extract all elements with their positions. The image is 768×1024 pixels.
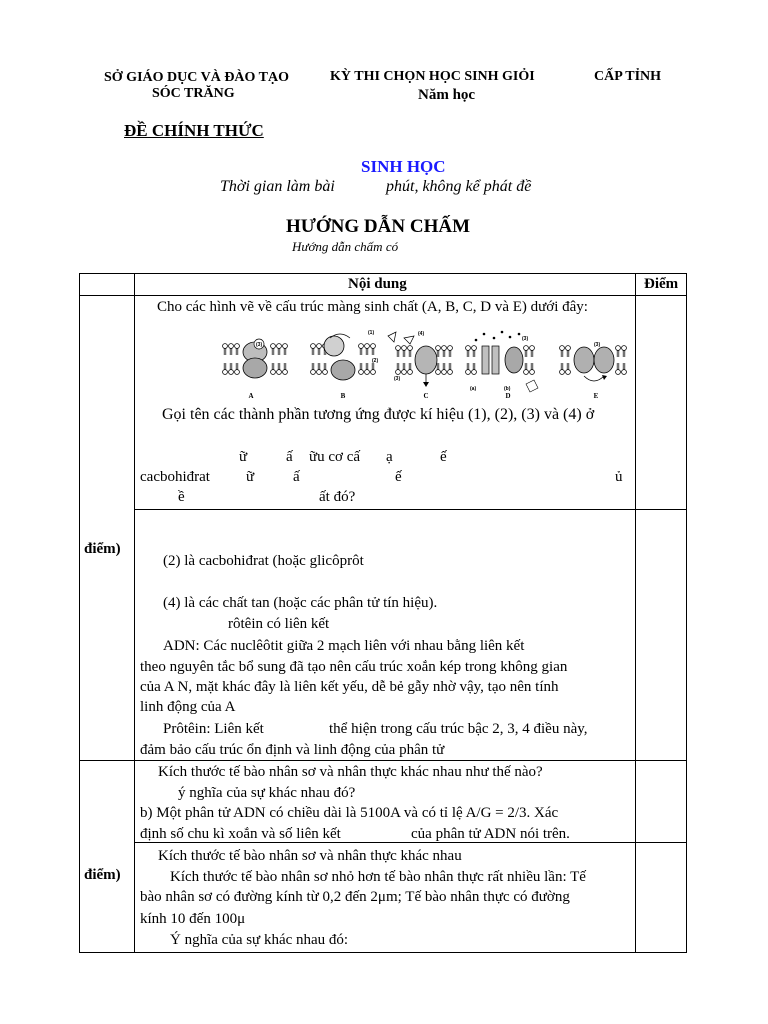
panel-b (311, 330, 379, 380)
subject-name: SINH HỌC (361, 157, 446, 176)
question-1-frag-5: ế (440, 449, 447, 465)
question-2-line-4a: định số chu kì xoắn và số liên kết (140, 826, 341, 842)
answer-1-line-7: linh động của A (140, 699, 236, 715)
table-header-blank (80, 274, 135, 296)
question-2-line-2: ý nghĩa của sự khác nhau đó? (178, 785, 356, 801)
svg-text:(3): (3) (256, 342, 263, 348)
question-1-frag-12: ất đó? (319, 489, 356, 505)
column-content-header: Nội dung (348, 276, 407, 292)
guide-title: HƯỚNG DẪN CHẤM (286, 216, 470, 237)
svg-text:(3): (3) (594, 342, 601, 348)
question-2-score (636, 761, 687, 843)
question-1-frag-10: ủ (615, 469, 623, 485)
answer-2-line-1: Kích thước tế bào nhân sơ và nhân thực khác nhau (158, 848, 462, 864)
panel-a (223, 339, 288, 378)
answer-1-line-4: ADN: Các nuclêôtit giữa 2 mạch liên với nhau bằng liên kết (163, 638, 525, 654)
question-1-frag-11: ề (178, 489, 185, 505)
answer-1-line-6: của A N, mặt khác đây là liên kết yếu, dễ bẻ gẫy nhờ vậy, tạo nên tính (140, 679, 559, 695)
panel-c (388, 331, 452, 387)
answer-2-line-4: kính 10 đến 100μ (140, 911, 246, 927)
panel-e (560, 342, 627, 381)
question-1-frag-1: ữ (239, 449, 248, 465)
question-1-frag-8: ấ (293, 469, 300, 485)
svg-text:(3): (3) (394, 376, 401, 382)
answer-2-line-5: Ý nghĩa của sự khác nhau đó: (170, 932, 349, 948)
fig-label-a: A (248, 392, 254, 400)
answer-2-line-3: bào nhân sơ có đường kính từ 0,2 đến 2μm; Tế bào nhân thực có đường (140, 889, 570, 905)
answer-1-line-5: theo nguyên tắc bổ sung đã tạo nên cấu trúc xoắn kép trong không gian (140, 659, 568, 675)
question-1-frag-4: ạ (386, 449, 393, 465)
question-2-line-4b: của phân tử ADN nói trên. (411, 826, 570, 842)
svg-text:(3): (3) (522, 336, 529, 342)
time-note: phút, không kể phát đề (386, 178, 532, 195)
question-1-line-2: Gọi tên các thành phần tương ứng được kí hiệu (1), (2), (3) và (4) ở (162, 406, 595, 423)
svg-text:(4): (4) (418, 331, 425, 337)
fig-label-b: B (340, 392, 346, 400)
answer-1-score (636, 510, 687, 761)
province-name: SÓC TRĂNG (152, 86, 235, 101)
question-2-line-1: Kích thước tế bào nhân sơ và nhân thực khác nhau như thế nào? (158, 764, 543, 780)
guide-note: Hướng dẫn chấm có (292, 239, 399, 254)
answer-1-line-2: (4) là các chất tan (hoặc các phân tử tín hiệu). (163, 595, 438, 611)
question-2-line-3: b) Một phân tử ADN có chiều dài là 5100A và có tỉ lệ A/G = 2/3. Xác (140, 805, 559, 821)
time-label: Thời gian làm bài (220, 178, 335, 195)
question-1-line-1: Cho các hình vẽ về cấu trúc màng sinh chất (A, B, C, D và E) dưới đây: (157, 299, 588, 315)
membrane-structure-figure (218, 324, 638, 400)
question-1-frag-3: ữu cơ cấ (309, 449, 361, 465)
fig-label-c: C (423, 392, 429, 400)
question-1-frag-2: ấ (286, 449, 293, 465)
answer-1-line-9: đảm bảo cấu trúc ổn định và linh động của phân tử (140, 742, 445, 758)
question-1-frag-6: cacbohiđrat (140, 469, 210, 485)
department-name: SỞ GIÁO DỤC VÀ ĐÀO TẠO (104, 70, 290, 85)
panel-d (466, 331, 538, 392)
column-score-header: Điểm (644, 276, 679, 292)
answer-1-score-label: điểm) (84, 541, 121, 557)
answer-1-line-3: rôtêin có liên kết (228, 616, 330, 632)
fig-label-e: E (593, 392, 599, 400)
answer-2-line-2: Kích thước tế bào nhân sơ nhỏ hơn tế bào nhân thực rất nhiều lần: Tế (170, 869, 586, 885)
question-1-frag-9: ế (395, 469, 402, 485)
question-1-cell (80, 296, 135, 761)
svg-text:(b): (b) (504, 386, 511, 392)
question-1-score (636, 296, 687, 510)
school-year: Năm học (418, 87, 476, 103)
exam-level: CẤP TỈNH (594, 69, 662, 84)
question-2-cell (80, 761, 135, 953)
svg-text:(2): (2) (372, 358, 379, 364)
answer-2-score-label: điểm) (84, 867, 121, 883)
answer-1-line-8a: Prôtêin: Liên kết (163, 721, 264, 737)
question-1-frag-7: ữ (246, 469, 255, 485)
answer-1-line-8b: thể hiện trong cấu trúc bậc 2, 3, 4 điều này, (329, 721, 588, 737)
answer-2-score (636, 843, 687, 953)
answer-1-line-1: (2) là cacbohiđrat (hoặc glicôprôt (163, 553, 364, 569)
svg-text:(1): (1) (368, 330, 375, 336)
exam-name: KỲ THI CHỌN HỌC SINH GIỎI (330, 69, 535, 84)
official-exam-label: ĐỀ CHÍNH THỨC (124, 121, 264, 140)
svg-text:(a): (a) (470, 386, 477, 392)
fig-label-d: D (505, 392, 511, 400)
